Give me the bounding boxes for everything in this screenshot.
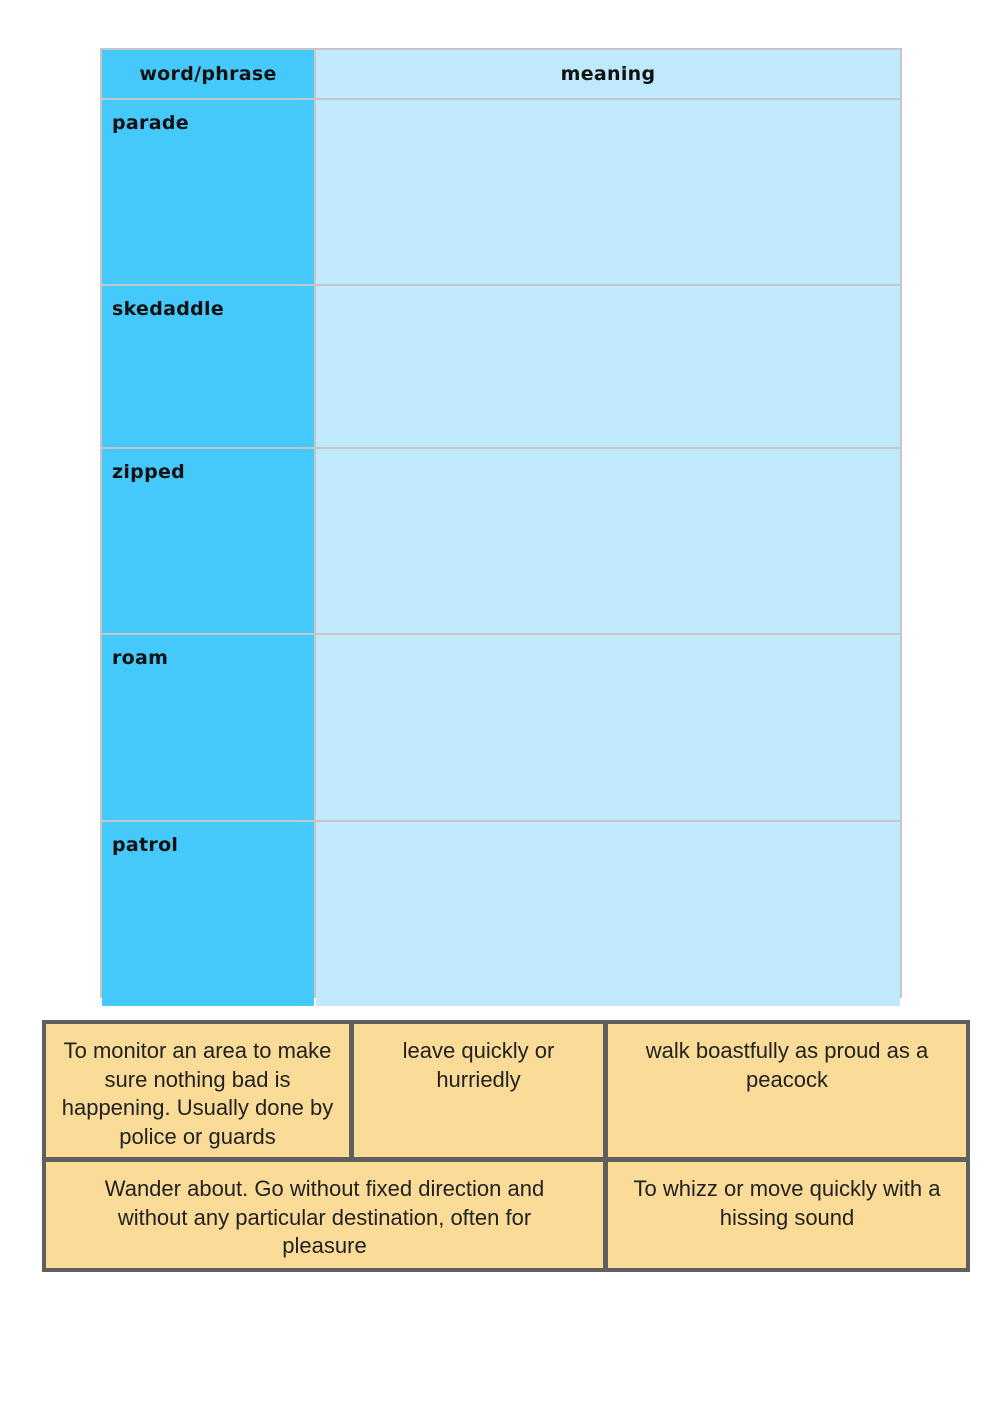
word-cell-patrol: patrol <box>102 822 314 1006</box>
header-word-phrase: word/phrase <box>102 50 314 98</box>
answer-card-bank <box>42 1020 970 1272</box>
word-cell-skedaddle: skedaddle <box>102 286 314 447</box>
meaning-drop-zone-skedaddle[interactable] <box>316 286 900 447</box>
meaning-drop-zone-parade[interactable] <box>316 100 900 284</box>
meaning-drop-zone-patrol[interactable] <box>316 822 900 1006</box>
draggable-card-walk-boastfully[interactable]: walk boastfully as proud as a peacock <box>608 1024 966 1157</box>
draggable-card-monitor[interactable]: To monitor an area to make sure nothing bad is happening. Usually done by police or guards <box>46 1024 349 1157</box>
word-cell-roam: roam <box>102 635 314 820</box>
draggable-card-leave-quickly[interactable]: leave quickly or hurriedly <box>354 1024 603 1157</box>
word-cell-zipped: zipped <box>102 449 314 633</box>
draggable-card-wander[interactable]: Wander about. Go without fixed direction and without any particular destination, often for pleasure <box>46 1162 603 1268</box>
draggable-card-whizz[interactable]: To whizz or move quickly with a hissing sound <box>608 1162 966 1268</box>
meaning-drop-zone-roam[interactable] <box>316 635 900 820</box>
word-cell-parade: parade <box>102 100 314 284</box>
vocabulary-table <box>100 48 902 998</box>
header-meaning: meaning <box>316 50 900 98</box>
meaning-drop-zone-zipped[interactable] <box>316 449 900 633</box>
